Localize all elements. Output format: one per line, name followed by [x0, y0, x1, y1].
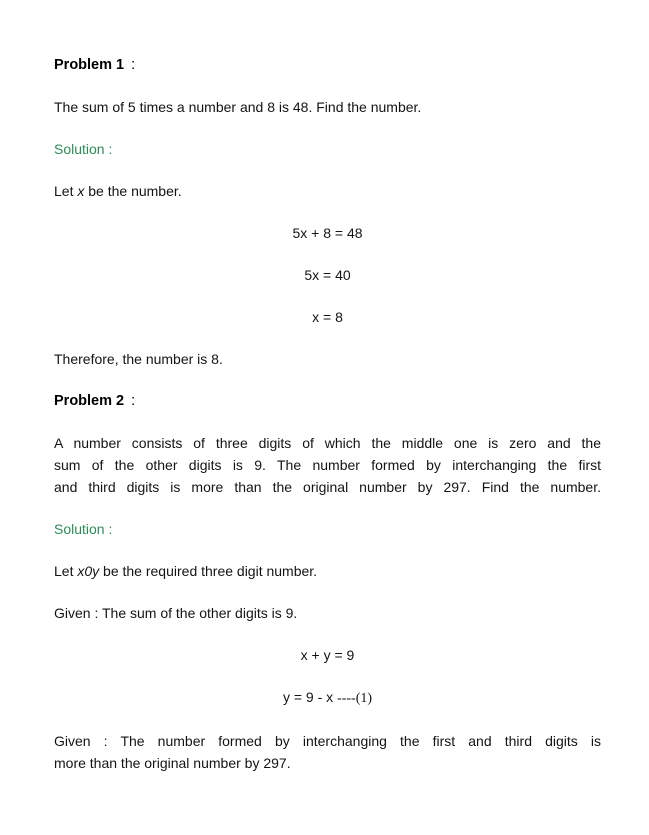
- problem-2-equation-1: x + y = 9: [300, 647, 355, 663]
- let-suffix: be the required three digit number.: [99, 563, 318, 579]
- let-prefix: Let: [54, 563, 78, 579]
- equation-2-main: y = 9 - x: [282, 689, 338, 705]
- problem-2-let-line: [54, 560, 601, 582]
- problem-1-conclusion: Therefore, the number is 8.: [54, 351, 223, 367]
- variable-x: x: [77, 183, 85, 199]
- problem-1-equation-3: x = 8: [312, 309, 343, 325]
- problem-2-solution-label: Solution :: [54, 521, 113, 537]
- variable-x0y: x0y: [77, 563, 100, 579]
- problem-2-equation-2: [54, 686, 601, 710]
- equation-2-reference: ----(1): [337, 691, 373, 706]
- problem-2-statement-line-3: and third digits is more than the original number by 297. Find the number.: [54, 479, 601, 495]
- problem-1-solution-label: Solution :: [54, 141, 113, 157]
- problem-1-equation-1: 5x + 8 = 48: [292, 225, 363, 241]
- problem-2-heading-colon: :: [131, 393, 136, 409]
- problem-2-heading: [54, 390, 601, 412]
- problem-1-heading-text: Problem 1: [54, 57, 125, 73]
- problem-2-statement: [54, 432, 601, 498]
- problem-2-given-2-line-1: Given : The number formed by interchanging the first and third digits is: [54, 733, 601, 749]
- problem-2-statement-line-1: A number consists of three digits of which the middle one is zero and the: [54, 435, 601, 451]
- problem-2-given-2-line-2: more than the original number by 297.: [54, 755, 291, 771]
- problem-1-let-line: [54, 180, 601, 202]
- let-suffix: be the number.: [84, 183, 182, 199]
- problem-2-given-2: [54, 730, 601, 774]
- problem-2-given-1: Given : The sum of the other digits is 9.: [54, 605, 298, 621]
- problem-1-heading-colon: :: [131, 57, 136, 73]
- problem-1-equation-2: 5x = 40: [304, 267, 351, 283]
- problem-2-statement-line-2: sum of the other digits is 9. The number formed by interchanging the first: [54, 457, 601, 473]
- problem-1-heading: [54, 54, 601, 76]
- problem-2-heading-text: Problem 2: [54, 393, 125, 409]
- problem-1-statement: The sum of 5 times a number and 8 is 48. Find the number.: [54, 99, 422, 115]
- let-prefix: Let: [54, 183, 78, 199]
